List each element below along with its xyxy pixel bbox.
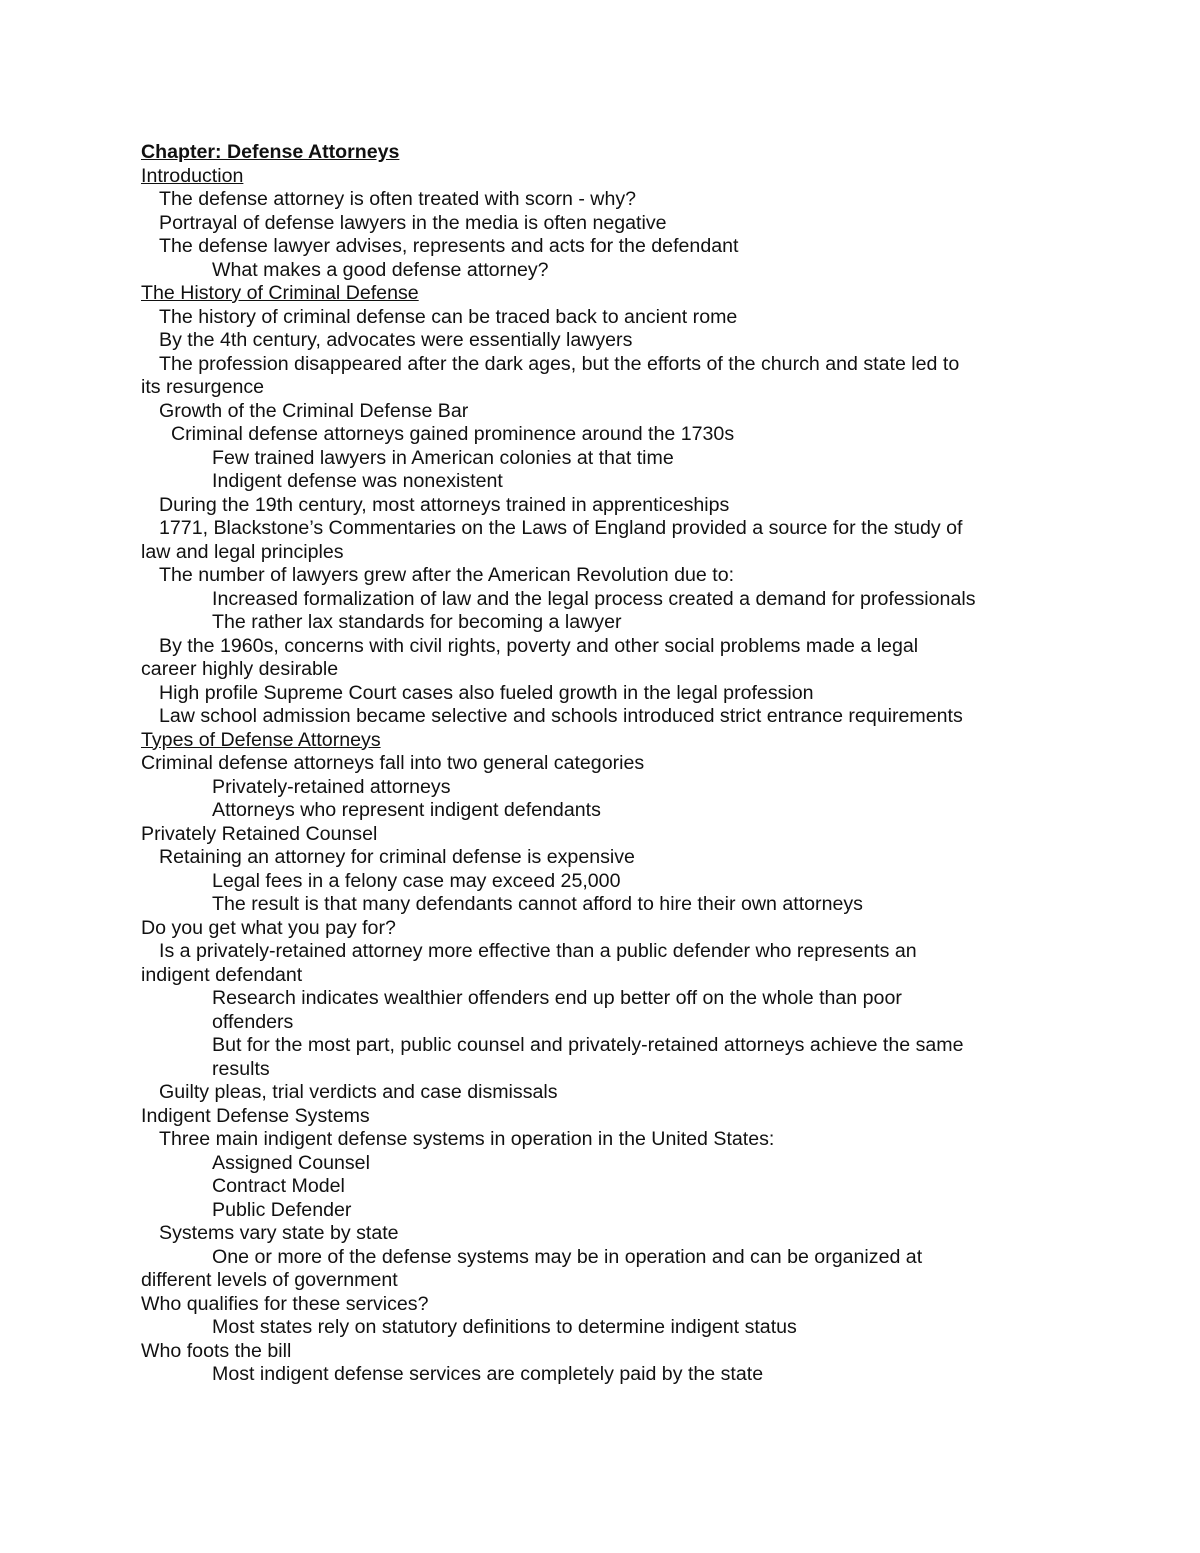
text-line: The number of lawyers grew after the American Revolution due to: [159,564,735,586]
section-heading-introduction: Introduction [141,164,244,187]
section-heading-types: Types of Defense Attorneys [141,728,381,751]
text-line: 1771, Blackstone’s Commentaries on the Laws of England provided a source for the study of [159,517,963,539]
text-line: Growth of the Criminal Defense Bar [159,399,469,422]
text-line: Do you get what you pay for? [141,916,396,939]
text-line: What makes a good defense attorney? [212,258,549,281]
text-line: Law school admission became selective and schools introduced strict entrance requirements [159,705,963,727]
text-line: By the 1960s, concerns with civil rights, poverty and other social problems made a legal [159,634,919,657]
text-line: The history of criminal defense can be traced back to ancient rome [159,305,738,328]
text-line: Most indigent defense services are completely paid by the state [212,1363,764,1385]
text-line: During the 19th century, most attorneys trained in apprenticeships [159,493,730,516]
text-line: The defense lawyer advises, represents and acts for the defendant [159,235,739,257]
text-line: Increased formalization of law and the legal process created a demand for professionals [212,587,976,610]
text-line: Most states rely on statutory definitions to determine indigent status [212,1316,797,1338]
text-line: its resurgence [141,376,265,398]
text-line: Three main indigent defense systems in operation in the United States: [159,1128,775,1150]
text-line: The rather lax standards for becoming a lawyer [212,611,622,633]
chapter-title: Chapter: Defense Attorneys [141,141,400,163]
text-line: Legal fees in a felony case may exceed 25,000 [212,869,621,892]
text-line: Attorneys who represent indigent defendants [212,799,601,821]
text-line: The defense attorney is often treated with scorn - why? [159,188,637,210]
section-heading-history: The History of Criminal Defense [141,282,419,304]
text-line: Indigent Defense Systems [141,1104,370,1127]
text-line: By the 4th century, advocates were essentially lawyers [159,329,633,351]
text-line: indigent defendant [141,963,303,986]
text-line: Guilty pleas, trial verdicts and case dismissals [159,1081,558,1103]
text-line: Contract Model [212,1175,345,1197]
text-line: Criminal defense attorneys gained prominence around the 1730s [171,423,735,445]
text-line: Systems vary state by state [159,1222,399,1244]
text-line: But for the most part, public counsel and privately-retained attorneys achieve the same [212,1034,964,1056]
text-line: Research indicates wealthier offenders end up better off on the whole than poor [212,987,902,1009]
text-line: Who foots the bill [141,1339,292,1362]
text-line: offenders [212,1010,294,1033]
text-line: Privately-retained attorneys [212,775,451,798]
text-line: different levels of government [141,1269,398,1291]
text-line: Criminal defense attorneys fall into two general categories [141,752,645,774]
text-line: The result is that many defendants cannot afford to hire their own attorneys [212,893,863,915]
text-line: Who qualifies for these services? [141,1292,429,1315]
text-line: Privately Retained Counsel [141,822,378,845]
text-line: One or more of the defense systems may be in operation and can be organized at [212,1245,923,1268]
text-line: Indigent defense was nonexistent [212,470,503,492]
document-page [141,141,1071,1387]
text-line: Public Defender [212,1198,352,1221]
text-line: Few trained lawyers in American colonies at that time [212,446,674,469]
text-line: Is a privately-retained attorney more effective than a public defender who represents an [159,940,917,962]
text-line: Retaining an attorney for criminal defense is expensive [159,846,635,868]
text-line: results [212,1057,270,1080]
text-line: High profile Supreme Court cases also fueled growth in the legal profession [159,681,814,704]
text-line: career highly desirable [141,658,339,680]
text-line: Assigned Counsel [212,1151,370,1174]
text-line: Portrayal of defense lawyers in the media is often negative [159,211,667,234]
text-line: law and legal principles [141,540,344,563]
text-line: The profession disappeared after the dark ages, but the efforts of the church and state led to [159,352,960,375]
